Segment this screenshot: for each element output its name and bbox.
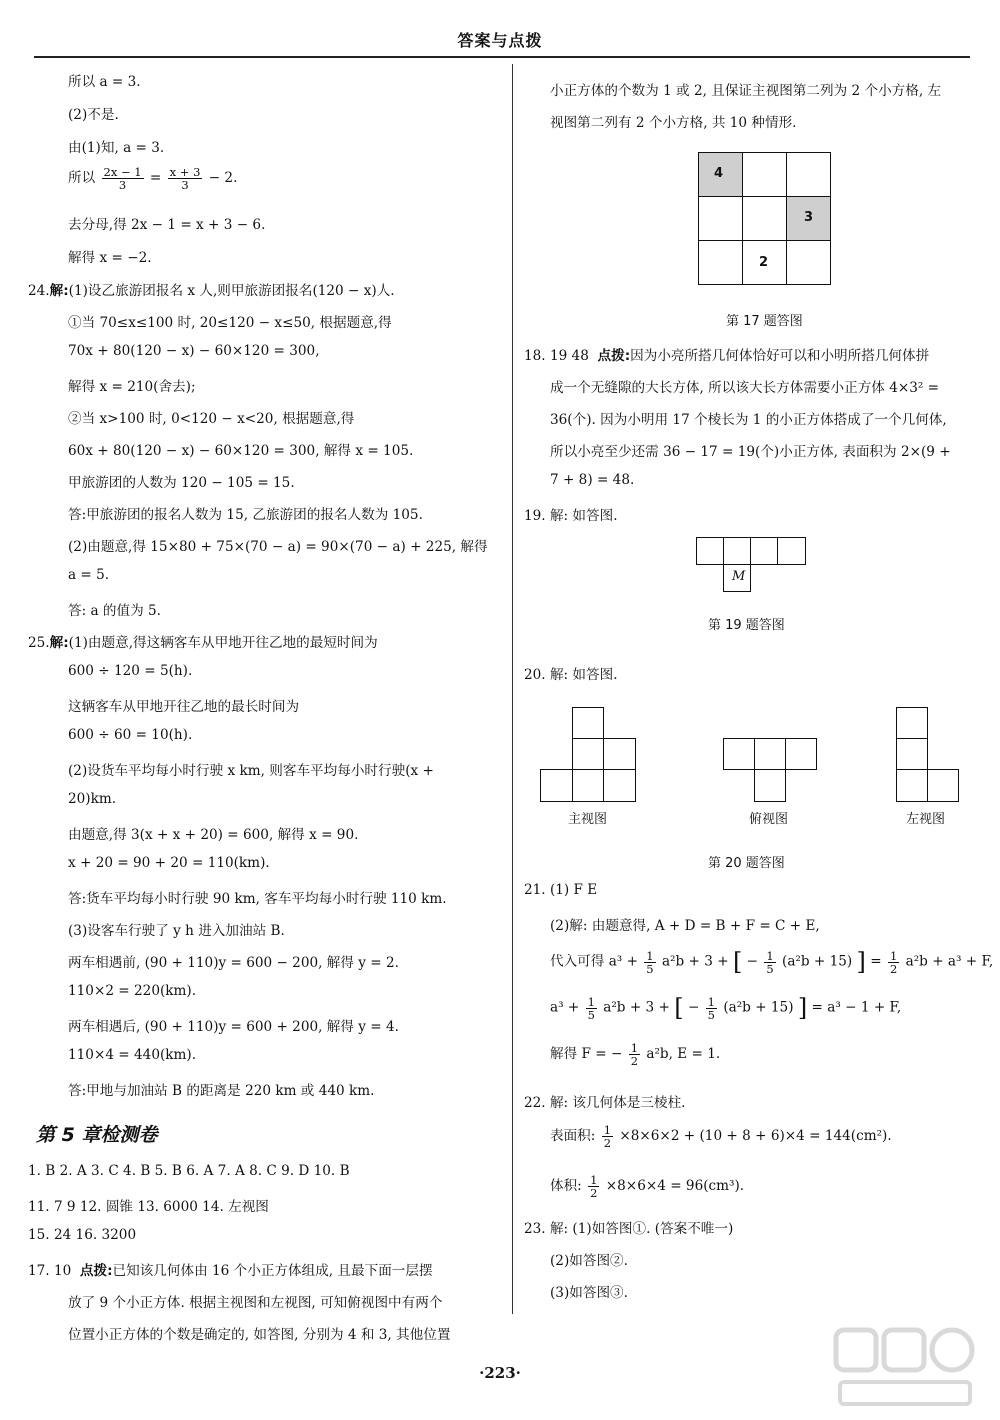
text-line: 由题意,得 3(x + x + 20) = 600, 解得 x = 90.	[68, 827, 359, 843]
denominator: 2	[630, 1054, 639, 1068]
cell-number: 4	[714, 166, 724, 181]
text: = a³ − 1 + F,	[811, 999, 902, 1016]
text-line: 20)km.	[68, 791, 117, 807]
text: a²b, E = 1.	[646, 1046, 721, 1062]
text-line: 所以小亮至少还需 36 − 17 = 19(个)小正方体, 表面积为 2×(9 +	[550, 444, 951, 460]
figure-caption: 第 19 题答图	[708, 618, 785, 633]
bracket-open: [	[674, 994, 684, 1022]
view-cell	[785, 738, 817, 770]
denominator: 2	[889, 961, 898, 976]
text-line: 解得 x = −2.	[68, 250, 152, 266]
question-20-line: 20. 解: 如答图.	[524, 667, 618, 683]
text-line: 600 ÷ 120 = 5(h).	[68, 663, 193, 679]
equals-sign: =	[149, 170, 162, 186]
text-line: 36(个). 因为小明用 17 个棱长为 1 的小正方体搭成了一个几何体,	[550, 412, 947, 428]
fraction	[168, 166, 203, 191]
numerator: 1	[630, 1041, 639, 1055]
solution-label: 解:	[49, 283, 69, 299]
equation-line	[550, 1174, 744, 1199]
text: 表面积:	[550, 1128, 596, 1144]
numerator: 1	[707, 994, 715, 1009]
text-line: 答:甲旅游团的报名人数为 15, 乙旅游团的报名人数为 105.	[68, 507, 423, 523]
fraction	[588, 1174, 599, 1199]
grid-cell	[742, 196, 787, 241]
question-number: 24.	[28, 283, 50, 299]
text-line: 视图第二列有 2 个小方格, 共 10 种情形.	[550, 115, 797, 131]
denominator: 5	[646, 961, 654, 976]
view-cell	[603, 769, 636, 802]
question-17-line	[28, 1259, 433, 1279]
text: a²b + a³ + F,	[905, 953, 994, 970]
numerator: 1	[766, 948, 774, 963]
cell-label: M	[732, 569, 746, 584]
question-19-line: 19. 解: 如答图.	[524, 508, 618, 524]
question-number: 25.	[28, 635, 50, 651]
text-line: 110×2 = 220(km).	[68, 983, 197, 999]
text-line: 110×4 = 440(km).	[68, 1047, 197, 1063]
view-cell	[754, 769, 786, 802]
header-rule	[34, 56, 970, 58]
equation-line	[550, 994, 901, 1022]
grid-cell	[698, 240, 743, 285]
text-line: 解得 x = 210(舍去);	[68, 379, 196, 395]
text-line: 由(1)知, a = 3.	[68, 140, 165, 156]
question-23-line: 23. 解: (1)如答图①. (答案不唯一)	[524, 1221, 734, 1237]
bracket-close: ]	[856, 948, 866, 976]
text-line: ②当 x>100 时, 0<120 − x<20, 根据题意,得	[68, 411, 355, 427]
question-25-line	[28, 631, 378, 651]
view-cell	[540, 769, 573, 802]
view-cell	[572, 738, 604, 770]
text-line: 甲旅游团的人数为 120 − 105 = 15.	[68, 475, 295, 491]
answers-line: 15. 24 16. 3200	[28, 1227, 137, 1243]
numerator: 1	[587, 994, 595, 1009]
text-line: ①当 70≤x≤100 时, 20≤120 − x≤50, 根据题意,得	[68, 315, 392, 331]
cell-number: 3	[804, 210, 814, 225]
section-title: 第 5 章检测卷	[36, 1124, 158, 1146]
text-line: 答: a 的值为 5.	[68, 603, 161, 619]
page-header-title: 答案与点拨	[457, 31, 543, 50]
view-cell	[572, 769, 604, 802]
view-cell	[896, 738, 928, 770]
text-line: 60x + 80(120 − x) − 60×120 = 300, 解得 x = 105.	[68, 443, 414, 459]
text-line: 70x + 80(120 − x) − 60×120 = 300,	[68, 343, 320, 359]
numerator: x + 3	[169, 165, 201, 179]
text-line: x + 20 = 90 + 20 = 110(km).	[68, 855, 270, 871]
text: a²b + 3 +	[603, 999, 670, 1016]
net-cell	[723, 537, 751, 565]
net-cell	[750, 537, 778, 565]
bracket-open: [	[732, 948, 743, 976]
grid-cell	[742, 152, 787, 197]
text-line: 所以 a = 3.	[68, 74, 141, 90]
view-label-main: 主视图	[568, 812, 608, 827]
hint-label: 点拨:	[597, 348, 631, 364]
grid-cell	[698, 196, 743, 241]
view-cell	[927, 769, 959, 802]
view-label-left: 左视图	[906, 812, 946, 827]
view-cell	[603, 738, 636, 770]
grid-cell	[786, 152, 831, 197]
denominator: 5	[766, 961, 774, 976]
text-line: 位置小正方体的个数是确定的, 如答图, 分别为 4 和 3, 其他位置	[68, 1327, 451, 1343]
answers-line: 1. B 2. A 3. C 4. B 5. B 6. A 7. A 8. C 9. D 10. B	[28, 1163, 350, 1179]
text: (1)设乙旅游团报名 x 人,则甲旅游团报名(120 − x)人.	[68, 283, 395, 299]
equation-line	[550, 948, 993, 976]
text: a²b + 3 +	[661, 953, 729, 970]
text: (1)由题意,得这辆客车从甲地开往乙地的最短时间为	[68, 635, 378, 651]
text: 体积:	[550, 1178, 582, 1194]
text: 解得 F = −	[550, 1046, 623, 1062]
cell-number: 2	[759, 255, 769, 270]
minus: −	[746, 953, 759, 970]
question-22-line: 22. 解: 该几何体是三棱柱.	[524, 1095, 686, 1111]
question-number: 17. 10	[28, 1263, 72, 1279]
view-cell	[896, 707, 928, 739]
text: 因为小亮所搭几何体恰好可以和小明所搭几何体拼	[630, 348, 930, 364]
numerator: 1	[590, 1173, 598, 1187]
question-24-line	[28, 279, 395, 299]
equation-line	[550, 1042, 720, 1067]
question-number: 18. 19 48	[524, 348, 589, 364]
view-cell	[754, 738, 786, 770]
text-line: 答:甲地与加油站 B 的距离是 220 km 或 440 km.	[68, 1083, 375, 1099]
page-number: ·223·	[479, 1364, 521, 1382]
figure-caption: 第 17 题答图	[726, 314, 803, 329]
denominator: 2	[590, 1186, 598, 1200]
column-divider	[512, 64, 513, 1314]
bracket-close: ]	[797, 994, 808, 1022]
text-line: (3)如答图③.	[550, 1285, 628, 1301]
hint-label: 点拨:	[79, 1263, 113, 1279]
text: ×8×6×4 = 96(cm³).	[605, 1178, 745, 1194]
numerator: 2x − 1	[103, 165, 142, 179]
text-line: 这辆客车从甲地开往乙地的最长时间为	[68, 699, 300, 715]
numerator: 1	[603, 1123, 612, 1137]
question-18-line	[524, 344, 929, 364]
text-line: (2)不是.	[68, 107, 119, 123]
text: (a²b + 15)	[782, 953, 853, 970]
net-cell	[696, 537, 724, 565]
fraction	[644, 950, 655, 975]
figure-caption: 第 20 题答图	[708, 856, 785, 871]
fraction	[102, 166, 144, 191]
text: a³ +	[550, 999, 580, 1016]
text: ×8×6×2 + (10 + 8 + 6)×4 = 144(cm²).	[619, 1128, 892, 1144]
denominator: 5	[587, 1007, 595, 1022]
eq-suffix: − 2.	[208, 170, 238, 186]
watermark-logo	[830, 1322, 980, 1412]
eq-prefix: 所以	[68, 170, 96, 186]
equals-sign: =	[870, 953, 882, 970]
numerator: 1	[889, 948, 898, 963]
fraction	[629, 1042, 640, 1067]
text-line: a = 5.	[68, 567, 110, 583]
denominator: 3	[181, 178, 189, 192]
solution-label: 解:	[49, 635, 69, 651]
text-line: 7 + 8) = 48.	[550, 472, 635, 488]
grid-cell	[786, 240, 831, 285]
denominator: 2	[603, 1136, 612, 1150]
view-label-top: 俯视图	[749, 812, 789, 827]
fraction	[764, 950, 775, 975]
numerator: 1	[646, 948, 654, 963]
answers-line: 11. 7 9 12. 圆锥 13. 6000 14. 左视图	[28, 1199, 269, 1215]
text-line: 两车相遇后, (90 + 110)y = 600 + 200, 解得 y = 4.	[68, 1019, 399, 1035]
text: (a²b + 15)	[723, 999, 794, 1016]
view-cell	[572, 707, 604, 739]
text-line: 答:货车平均每小时行驶 90 km, 客车平均每小时行驶 110 km.	[68, 891, 447, 907]
text-line: 600 ÷ 60 = 10(h).	[68, 727, 193, 743]
minus: −	[687, 999, 700, 1016]
text-line: (2)如答图②.	[550, 1253, 628, 1269]
equation-line	[550, 1124, 892, 1149]
denominator: 5	[707, 1007, 715, 1022]
text-line: (2)设货车平均每小时行驶 x km, 则客车平均每小时行驶(x +	[68, 763, 434, 779]
fraction	[586, 996, 597, 1021]
text-line: (2)由题意,得 15×80 + 75×(70 − a) = 90×(70 − a) + 225, 解得	[68, 539, 488, 555]
view-cell	[896, 769, 928, 802]
text-line: (3)设客车行驶了 y h 进入加油站 B.	[68, 923, 285, 939]
text-line: 成一个无缝隙的大长方体, 所以该大长方体需要小正方体 4×3² =	[550, 380, 940, 396]
question-21-line: 21. (1) F E	[524, 882, 598, 898]
text-line: (2)解: 由题意得, A + D = B + F = C + E,	[550, 918, 820, 934]
text: 已知该几何体由 16 个小正方体组成, 且最下面一层摆	[112, 1263, 433, 1279]
text: 代入可得 a³ +	[550, 953, 638, 970]
fraction	[888, 950, 899, 975]
view-cell	[723, 738, 755, 770]
equation-line	[68, 166, 237, 191]
denominator: 3	[118, 178, 127, 192]
text-line: 两车相遇前, (90 + 110)y = 600 − 200, 解得 y = 2.	[68, 955, 399, 971]
text-line: 去分母,得 2x − 1 = x + 3 − 6.	[68, 217, 266, 233]
text-line: 放了 9 个小正方体. 根据主视图和左视图, 可知俯视图中有两个	[68, 1295, 443, 1311]
fraction	[706, 996, 717, 1021]
text-line: 小正方体的个数为 1 或 2, 且保证主视图第二列为 2 个小方格, 左	[550, 83, 942, 99]
net-cell	[777, 537, 806, 565]
fraction	[602, 1124, 613, 1149]
